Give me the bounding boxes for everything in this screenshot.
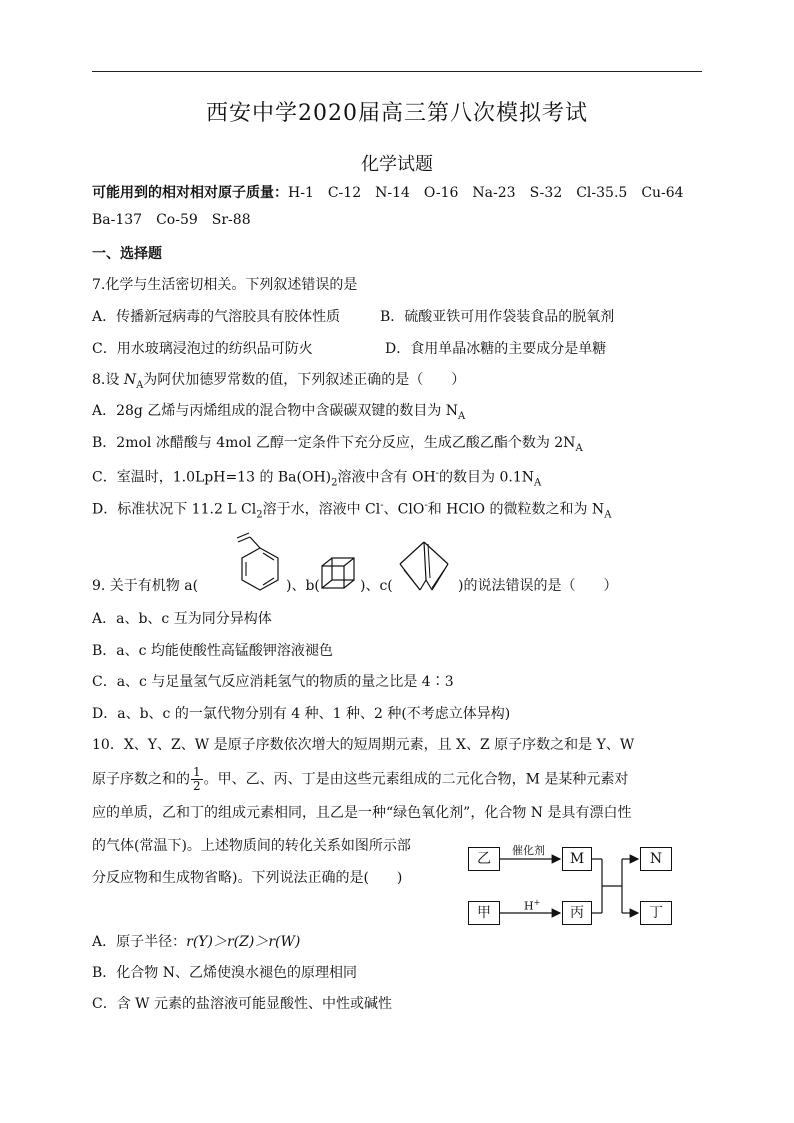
q9-option-c: C．a、c 与足量氢气反应消耗氢气的物质的量之比是 4∶3 (92, 674, 454, 690)
q10-option-c: C．含 W 元素的盐溶液可能显酸性、中性或碱性 (92, 996, 393, 1012)
q10-line4: 的气体(常温下)。上述物质间的转化关系如图所示部 (92, 838, 411, 854)
box-m: M (562, 847, 592, 871)
q9-stem-part4: )的说法错误的是（ ） (458, 578, 618, 594)
atomic-masses-line2: Ba-137 Co-59 Sr-88 (92, 212, 251, 228)
q7-option-b: B．硫酸亚铁可用作袋装食品的脱氧剂 (380, 309, 615, 325)
q8-stem: 8.设 $N_A$为阿伏加德罗常数的值，下列叙述正确的是（ ） (92, 372, 466, 391)
exam-subtitle: 化学试题 (361, 154, 433, 175)
box-jia: 甲 (468, 901, 500, 925)
q9-option-d: D．a、b、c 的一氯代物分别有 4 种、1 种、2 种(不考虑立体异构) (92, 706, 511, 722)
q10-line2: 原子序数之和的 $\frac{1}{2}$ 。甲、乙、丙、丁是由这些元素组成的二元化合物，M 是某种元素对 (92, 765, 629, 793)
q10-line1: 10．X、Y、Z、W 是原子序数依次增大的短周期元素，且 X、Z 原子序数之和是 Y、W (92, 737, 635, 753)
atomic-masses-line1: 可能用到的相对相对原子质量：H-1 C-12 N-14 O-16 Na-23 S-32 Cl-35.5 Cu-64 (92, 185, 684, 201)
q8-option-a: A．28g 乙烯与丙烯组成的混合物中含碳碳双键的数目为 $N_A$ (92, 403, 466, 422)
q8-option-b: B．2mol 冰醋酸与 4mol 乙醇一定条件下充分反应，生成乙酸乙酯个数为 $2N_A$ (92, 435, 583, 454)
catalyst-label: 催化剂 (512, 844, 545, 857)
q7-option-d: D．食用单晶冰糖的主要成分是单糖 (385, 341, 607, 357)
q9-option-b: B．a、c 均能使酸性高锰酸钾溶液褪色 (92, 643, 333, 659)
q7-option-a: A．传播新冠病毒的气溶胶具有胶体性质 (92, 309, 341, 325)
section-title: 一、选择题 (92, 246, 162, 262)
conversion-diagram (466, 842, 692, 928)
h-plus-label: H+ (524, 898, 541, 913)
one-half-fraction: $\frac{1}{2}$ (193, 765, 201, 793)
q10-option-b: B．化合物 N、乙烯使溴水褪色的原理相同 (92, 965, 357, 981)
box-yi: 乙 (468, 847, 500, 871)
box-bing: 丙 (562, 901, 592, 925)
q10-line3: 应的单质，乙和丁的组成元素相同，且乙是一种“绿色氧化剂”，化合物 N 是具有漂白性 (92, 805, 632, 821)
q8-option-d: D．标准状况下 11.2 L $Cl_2$溶于水，溶液中 Cl-、ClO-和 HClO 的微粒数之和为 $N_A$ (92, 500, 612, 521)
q7-stem: 7.化学与生活密切相关。下列叙述错误的是 (92, 277, 358, 293)
q9-stem: 9. 关于有机物 a( (92, 578, 199, 594)
q10-option-a: A．原子半径：r(Y)＞r(Z)＞r(W) (92, 934, 301, 950)
exam-title: 西安中学2020届高三第八次模拟考试 (206, 101, 588, 126)
styrene-structure-icon (232, 528, 286, 600)
barrelene-structure-icon (392, 536, 456, 596)
q9-stem-part3: )、c( (360, 578, 393, 594)
top-rule (92, 71, 702, 72)
q9-option-a: A．a、b、c 互为同分异构体 (92, 611, 272, 627)
q7-option-c: C．用水玻璃浸泡过的纺织品可防火 (92, 341, 313, 357)
q9-stem-part2: )、b( (286, 578, 320, 594)
box-n: N (640, 847, 672, 871)
cubane-structure-icon (318, 554, 358, 594)
atomic-masses-label: 可能用到的相对相对原子质量： (92, 185, 288, 201)
q8-option-c: C．室温时，1.0LpH=13 的 $Ba(OH)_2$溶液中含有 OH-的数目为 $0.1N_A$ (92, 468, 542, 489)
box-ding: 丁 (640, 901, 672, 925)
q10-line5: 分反应物和生成物省略)。下列说法正确的是( ) (92, 870, 403, 886)
